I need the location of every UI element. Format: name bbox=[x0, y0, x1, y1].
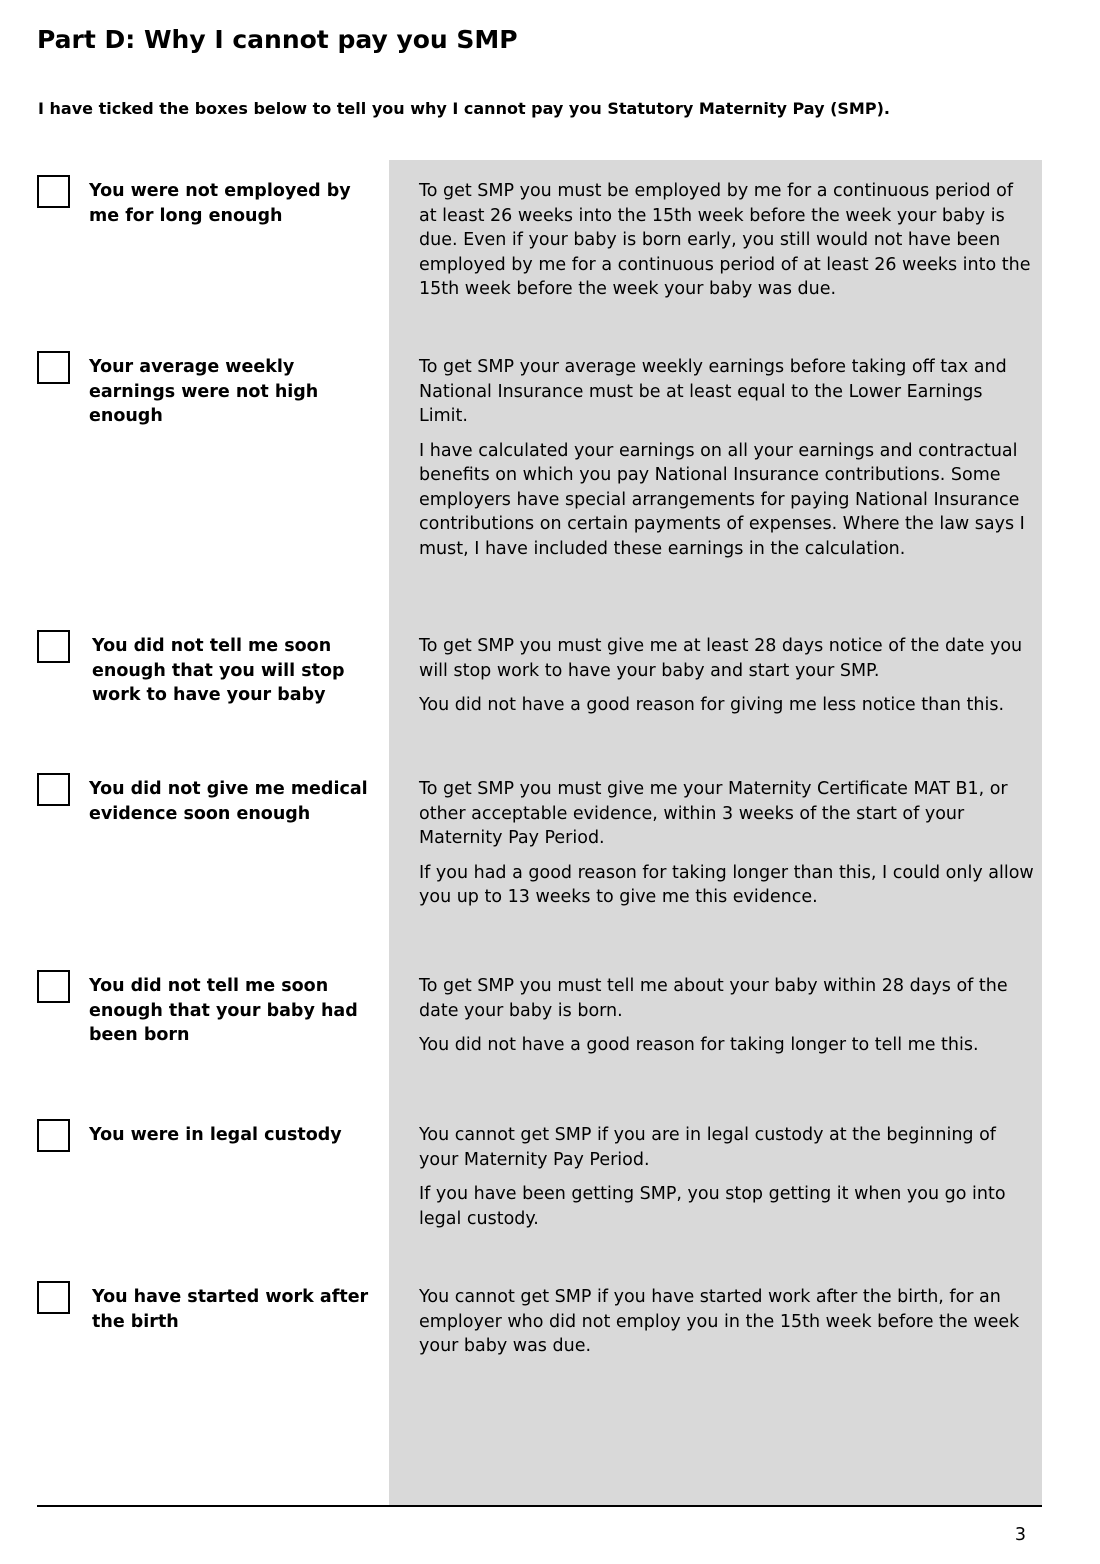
checkbox-earnings-not-high-enough[interactable] bbox=[37, 351, 70, 384]
reason-paragraph: I have calculated your earnings on all your earnings and contractual benefits on which you pay National Insurance contributions. Some employers have special arrangements for paying National Insurance contributions on certain payments of expenses. Where the law says I must, I have included these earnings in the calculation. bbox=[419, 440, 1025, 559]
checkbox-birth-not-told-soon-enough[interactable] bbox=[37, 970, 70, 1003]
reason-label: You were in legal custody bbox=[89, 1125, 342, 1145]
reason-paragraph: You did not have a good reason for giving me less notice than this. bbox=[419, 695, 1005, 715]
reason-label: You have started work after the birth bbox=[92, 1287, 369, 1332]
checkbox-started-work-after-birth[interactable] bbox=[37, 1281, 70, 1314]
reason-label: You were not employed by me for long enough bbox=[89, 181, 351, 226]
intro-text: I have ticked the boxes below to tell you why I cannot pay you Statutory Maternity Pay (SMP). bbox=[38, 99, 890, 118]
reason-paragraph: To get SMP your average weekly earnings before taking off tax and National Insurance must be at least equal to the Lower Earnings Limit. bbox=[419, 357, 1007, 426]
footer-rule bbox=[37, 1505, 1042, 1507]
reason-description bbox=[419, 1123, 1034, 1241]
reason-description bbox=[419, 777, 1034, 920]
checkbox-notice-not-soon-enough[interactable] bbox=[37, 630, 70, 663]
reason-paragraph: If you had a good reason for taking longer than this, I could only allow you up to 13 weeks to give me this evidence. bbox=[419, 862, 1034, 907]
reason-paragraph: If you have been getting SMP, you stop getting it when you go into legal custody. bbox=[419, 1184, 1006, 1229]
reason-paragraph: You did not have a good reason for taking longer to tell me this. bbox=[419, 1035, 979, 1055]
reason-label: You did not tell me soon enough that you will stop work to have your baby bbox=[92, 636, 345, 705]
reason-paragraph: To get SMP you must give me at least 28 days notice of the date you will stop work to have your baby and start your SMP. bbox=[419, 636, 1023, 681]
reason-description bbox=[419, 1285, 1034, 1369]
reason-description bbox=[419, 355, 1034, 571]
reason-paragraph: You cannot get SMP if you have started work after the birth, for an employer who did not employ you in the 15th week before the week your baby was due. bbox=[419, 1287, 1020, 1356]
reason-label: You did not give me medical evidence soon enough bbox=[89, 779, 368, 824]
reason-label: You did not tell me soon enough that your baby had been born bbox=[89, 976, 358, 1045]
page-title: Part D: Why I cannot pay you SMP bbox=[37, 25, 518, 54]
reason-paragraph: To get SMP you must give me your Maternity Certificate MAT B1, or other acceptable evidence, within 3 weeks of the start of your Maternity Pay Period. bbox=[419, 779, 1008, 848]
reason-paragraph: You cannot get SMP if you are in legal custody at the beginning of your Maternity Pay Period. bbox=[419, 1125, 996, 1170]
reason-paragraph: To get SMP you must tell me about your baby within 28 days of the date your baby is born. bbox=[419, 976, 1008, 1021]
reason-description bbox=[419, 634, 1034, 728]
page-number: 3 bbox=[1014, 1525, 1026, 1545]
checkbox-legal-custody[interactable] bbox=[37, 1119, 70, 1152]
reason-label: Your average weekly earnings were not high enough bbox=[89, 357, 319, 426]
reason-description bbox=[419, 974, 1034, 1068]
checkbox-not-employed-long-enough[interactable] bbox=[37, 175, 70, 208]
reason-description bbox=[419, 179, 1034, 312]
checkbox-medical-evidence-late[interactable] bbox=[37, 773, 70, 806]
reason-paragraph: To get SMP you must be employed by me for a continuous period of at least 26 weeks into the 15th week before the week your baby is due. Even if your baby is born early, you still would not have been employed by me for a continuous period of at least 26 weeks into the 15th week before the week your baby was due. bbox=[419, 181, 1031, 299]
